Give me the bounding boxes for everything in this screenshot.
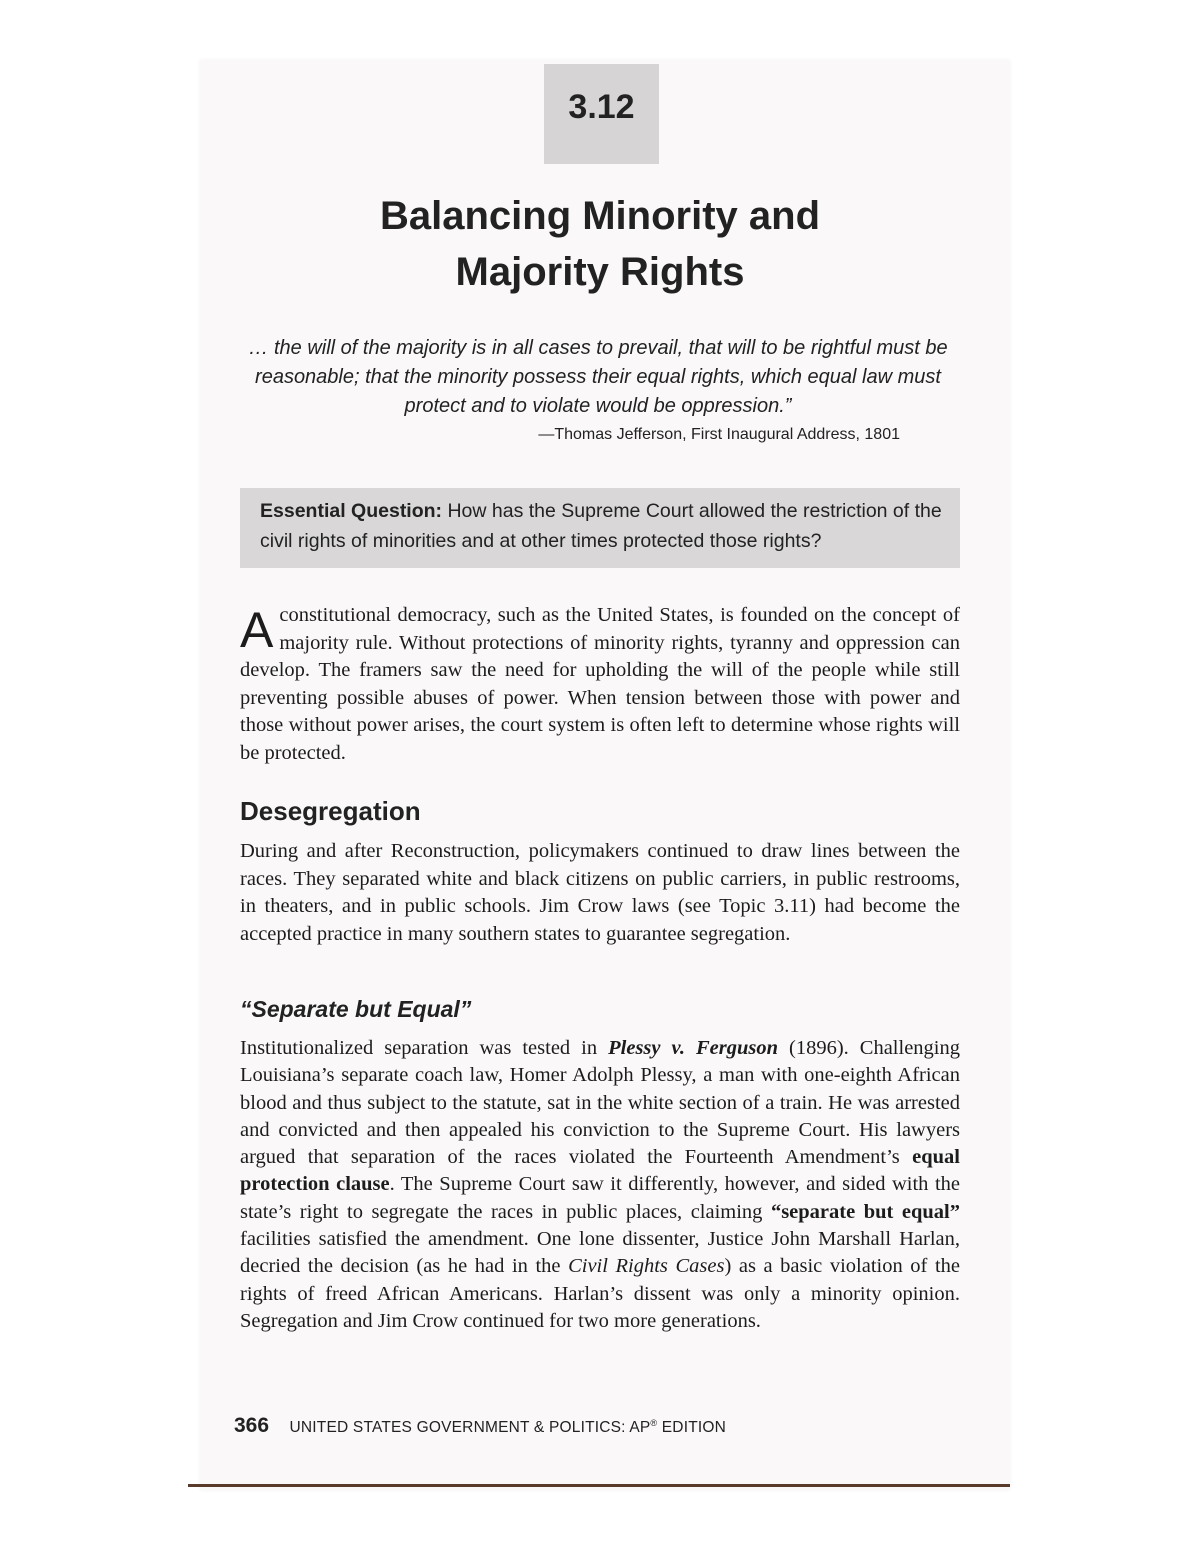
essential-question-label: Essential Question: bbox=[260, 500, 443, 522]
text-segment: ) as a basic violation of the rights of freed African Americans. Harlan’s dissent was only a minority opinion. Segregation and Jim Crow continued for two more generations. bbox=[240, 1255, 960, 1332]
book-title-edition: EDITION bbox=[657, 1419, 727, 1436]
intro-paragraph bbox=[240, 602, 960, 767]
registered-mark: ® bbox=[650, 1417, 658, 1428]
epigraph-quote: … the will of the majority is in all cases to prevail, that will to be rightful must be reasonable; that the minority possess their equal rights, which equal law must protect and to violate would be oppression.” bbox=[248, 337, 948, 417]
essential-question-box bbox=[240, 488, 960, 568]
section-title-line1: Balancing Minority and bbox=[379, 194, 821, 238]
section-title bbox=[300, 188, 900, 300]
intro-text: constitutional democracy, such as the United States, is founded on the concept of majority rule. Without protections of minority rights, tyranny and oppression can develop. The framers saw the need for upholding the will of the people while still preventing possible abuses of power. When tension between those with power and those without power arises, the court system is often left to determine whose rights will be protected. bbox=[240, 604, 960, 764]
desegregation-paragraph: During and after Reconstruction, policymakers continued to draw lines between the races. They separated white and black citizens on public carriers, in public restrooms, in theaters, and in public schools. Jim Crow laws (see Topic 3.11) had become the accepted practice in many southern states to guarantee segregation. bbox=[240, 840, 960, 945]
drop-cap: A bbox=[240, 602, 274, 658]
book-title bbox=[290, 1419, 727, 1436]
heading-separate-but-equal: “Separate but Equal” bbox=[240, 996, 472, 1022]
term-equal-protection-clause: equal protection clause bbox=[240, 1146, 960, 1196]
book-title-main: UNITED STATES GOVERNMENT & POLITICS: AP bbox=[289, 1419, 651, 1436]
essential-question-text: How has the Supreme Court allowed the restriction of the civil rights of minorities and at other times protected those rights? bbox=[260, 500, 942, 552]
page-bottom-edge bbox=[188, 1484, 1010, 1487]
text-segment: . The Supreme Court saw it differently, however, and sided with the state’s right to segregate the races in public places, claiming bbox=[240, 1173, 960, 1223]
heading-desegregation: Desegregation bbox=[240, 796, 421, 826]
text-segment: facilities satisfied the amendment. One lone dissenter, Justice John Marshall Harlan, decried the decision (as he had in the bbox=[240, 1228, 960, 1278]
case-name-civil-rights-cases: Civil Rights Cases bbox=[568, 1255, 725, 1278]
case-name-plessy: Plessy v. Ferguson bbox=[608, 1037, 778, 1059]
section-number: 3.12 bbox=[568, 88, 635, 126]
section-title-line2: Majority Rights bbox=[455, 250, 745, 294]
page-footer bbox=[234, 1414, 726, 1438]
text-segment: (1896). Challenging Louisiana’s separate coach law, Homer Adolph Plessy, a man with one-eighth African blood and thus subject to the statute, sat in the white section of a train. He was arrested and convicted and then appealed his conviction to the Supreme Court. His lawyers argued that separation of the races violated the Fourteenth Amendment’s bbox=[240, 1037, 960, 1169]
text-segment: Institutionalized separation was tested in bbox=[240, 1037, 609, 1059]
term-separate-but-equal: “separate but equal” bbox=[770, 1200, 960, 1223]
epigraph-attribution: —Thomas Jefferson, First Inaugural Address, 1801 bbox=[538, 426, 900, 443]
separate-but-equal-paragraph bbox=[240, 1035, 960, 1335]
page-number: 366 bbox=[234, 1414, 270, 1437]
